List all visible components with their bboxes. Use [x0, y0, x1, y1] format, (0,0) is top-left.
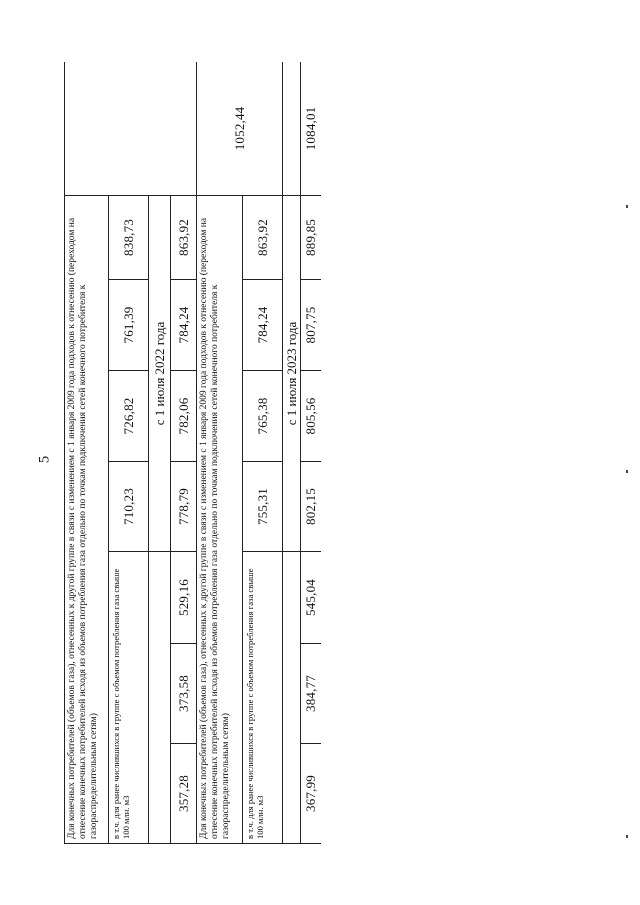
scan-artifact	[626, 470, 628, 473]
scan-artifact	[626, 835, 628, 838]
table-cell: 807,75	[301, 280, 322, 371]
table-row	[65, 62, 109, 844]
category-description: Для конечных потребителей (объемов газа), отнесенных к другой группе в связи с изменением с 1 января 2009 года подходов к отнесению (переходом на отнесение конечных потребителей исходя из объемов потребления газа отдельно по точкам подключения сетей конечного потребителя к газораспределительным сетям)	[197, 195, 243, 843]
table-row	[197, 62, 243, 844]
table-cell: 863,92	[243, 195, 283, 279]
table-cell: 1052,44	[197, 62, 283, 195]
category-description: Для конечных потребителей (объемов газа), отнесенных к другой группе в связи с изменением с 1 января 2009 года подходов к отнесению (переходом на отнесение конечных потребителей исходя из объемов потребления газа отдельно по точкам подключения сетей конечного потребителя к газораспределительным сетям)	[65, 195, 109, 843]
table-cell	[283, 62, 301, 195]
table-cell: 782,06	[171, 371, 197, 462]
tariff-table	[64, 62, 321, 844]
table-cell: 373,58	[171, 644, 197, 744]
table-cell	[65, 62, 197, 195]
table-cell: 367,99	[301, 744, 322, 844]
table-cell: 778,79	[171, 462, 197, 552]
table-cell: 889,85	[301, 195, 322, 279]
table-cell: 726,82	[109, 371, 149, 462]
table-cell: 761,39	[109, 280, 149, 371]
table-row	[301, 62, 322, 844]
table-cell: 838,73	[109, 195, 149, 279]
table-row	[283, 62, 301, 844]
table-cell	[283, 552, 301, 844]
table-cell: 765,38	[243, 371, 283, 462]
scan-artifact	[626, 205, 628, 208]
page-number: 5	[36, 455, 53, 464]
period-header: с 1 июля 2023 года	[283, 195, 301, 551]
table-cell: 545,04	[301, 552, 322, 644]
table-cell: 784,24	[171, 280, 197, 371]
table-cell: 357,28	[171, 744, 197, 844]
table-cell: 863,92	[171, 195, 197, 279]
table-cell: 784,24	[243, 280, 283, 371]
table-cell: 805,56	[301, 371, 322, 462]
table-cell	[149, 552, 171, 844]
table-cell: 755,31	[243, 462, 283, 552]
tariff-table-frame	[64, 62, 321, 844]
table-cell: 710,23	[109, 462, 149, 552]
subcategory-label: в т.ч. для ранее числившихся в группе с объемом потребления газа свыше 100 млн. м3	[243, 552, 283, 844]
subcategory-label: в т.ч. для ранее числившихся в группе с объемом потребления газа свыше 100 млн. м3	[109, 552, 149, 844]
table-cell: 1084,01	[301, 62, 322, 195]
period-header: с 1 июля 2022 года	[149, 195, 171, 551]
table-cell: 802,15	[301, 462, 322, 552]
table-cell: 529,16	[171, 552, 197, 644]
table-cell: 384,77	[301, 644, 322, 744]
